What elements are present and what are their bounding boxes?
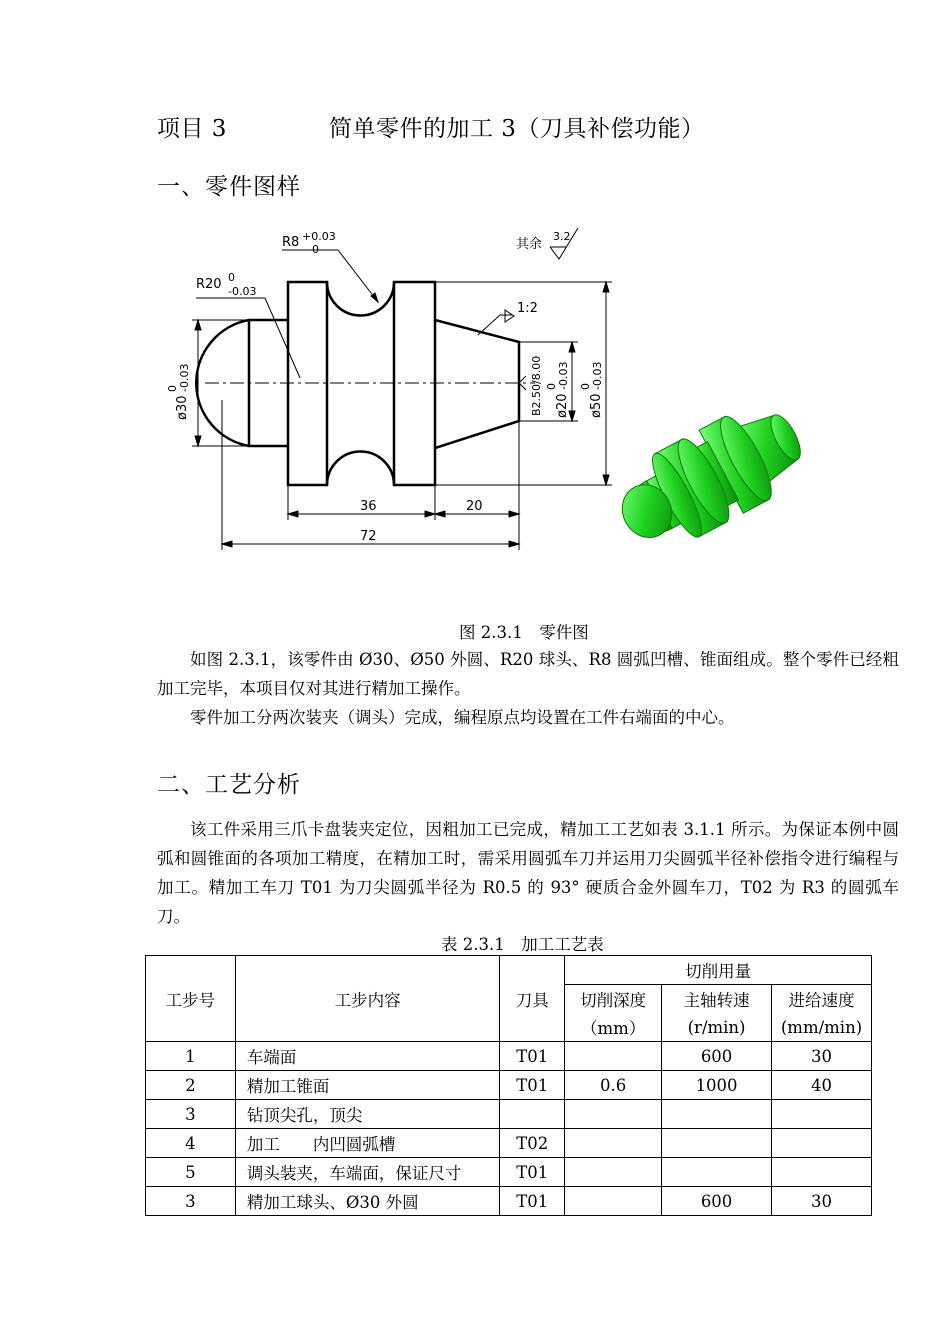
- cell-feed: [772, 1158, 872, 1187]
- cell-step-content: 精加工球头、Ø30 外圆: [235, 1187, 500, 1216]
- cell-speed: 1000: [662, 1071, 772, 1100]
- dim-d20-tol-lower: -0.03: [557, 361, 570, 390]
- header-step-content: 工步内容: [235, 956, 500, 1042]
- table-row: [146, 1071, 872, 1100]
- header-feed-rate-unit: (mm/min): [772, 1013, 872, 1042]
- dim-r8-tol-upper: +0.03: [302, 230, 336, 243]
- table-row: [146, 1129, 872, 1158]
- cell-speed: 600: [662, 1187, 772, 1216]
- dim-d20-tol-upper: 0: [545, 383, 558, 390]
- cell-tool: T01: [500, 1071, 565, 1100]
- dim-r20-tol-lower: -0.03: [228, 285, 257, 298]
- roughness-value: 3.2: [553, 230, 571, 243]
- dim-d30-tol-lower: -0.03: [178, 363, 191, 392]
- cell-speed: [662, 1100, 772, 1129]
- header-spindle-speed-unit: (r/min): [662, 1013, 772, 1042]
- table-row: [146, 1158, 872, 1187]
- dim-r20: R20: [196, 277, 222, 292]
- table-row: [146, 1100, 872, 1129]
- header-spindle-speed: 主轴转速: [662, 985, 772, 1014]
- cell-feed: 40: [772, 1071, 872, 1100]
- dim-d30: ø30: [175, 395, 190, 420]
- cell-step-content: 车端面: [235, 1042, 500, 1071]
- cell-depth: [565, 1100, 662, 1129]
- cell-step-no: 3: [146, 1187, 236, 1216]
- project-label: 项目 3: [157, 116, 227, 142]
- header-feed-rate: 进给速度: [772, 985, 872, 1014]
- dim-center-hole: B2.50/8.00: [530, 355, 543, 416]
- cell-tool: T02: [500, 1129, 565, 1158]
- figure-caption: 图 2.3.1 零件图: [459, 623, 589, 642]
- paragraph-part-description: 如图 2.3.1，该零件由 Ø30、Ø50 外圆、R20 球头、R8 圆弧凹槽、锥面组成。整个零件已经粗加工完毕，本项目仅对其进行精加工操作。: [157, 650, 899, 698]
- dim-72: 72: [360, 529, 377, 544]
- cell-step-content: 加工 内凹圆弧槽: [235, 1129, 500, 1158]
- part-3d-model: [610, 380, 820, 570]
- section-heading-process-analysis: 二、工艺分析: [157, 772, 301, 798]
- dim-r8: R8: [282, 235, 300, 250]
- process-table: [145, 955, 872, 1216]
- cell-tool: T01: [500, 1158, 565, 1187]
- cell-step-no: 4: [146, 1129, 236, 1158]
- header-tool: 刀具: [500, 956, 565, 1042]
- process-paragraph-block: [157, 815, 899, 931]
- header-step-no: 工步号: [146, 956, 236, 1042]
- dim-r8-tol-lower: 0: [312, 243, 319, 256]
- table-row: [146, 1042, 872, 1071]
- cell-step-no: 1: [146, 1042, 236, 1071]
- table-caption: 表 2.3.1 加工工艺表: [441, 935, 604, 954]
- cell-step-no: 5: [146, 1158, 236, 1187]
- cell-speed: [662, 1158, 772, 1187]
- project-title-row: [157, 110, 704, 143]
- cell-feed: 30: [772, 1187, 872, 1216]
- cell-step-content: 调头装夹，车端面，保证尺寸: [235, 1158, 500, 1187]
- cell-step-no: 3: [146, 1100, 236, 1129]
- cell-tool: [500, 1100, 565, 1129]
- cell-depth: [565, 1158, 662, 1187]
- dim-d30-tol-upper: 0: [166, 385, 179, 392]
- intro-paragraphs: [157, 645, 899, 732]
- dim-r20-tol-upper: 0: [228, 271, 235, 284]
- cell-speed: 600: [662, 1042, 772, 1071]
- dim-d50: ø50: [589, 393, 604, 418]
- dim-20: 20: [466, 499, 483, 514]
- cell-feed: [772, 1100, 872, 1129]
- roughness-prefix: 其余: [516, 237, 543, 252]
- cell-step-content: 精加工锥面: [235, 1071, 500, 1100]
- cell-feed: [772, 1129, 872, 1158]
- part-drawing: [150, 220, 620, 560]
- project-title: 简单零件的加工 3（刀具补偿功能）: [329, 116, 705, 142]
- dim-36: 36: [360, 499, 377, 514]
- cell-speed: [662, 1129, 772, 1158]
- paragraph-setup: 零件加工分两次装夹（调头）完成，编程原点均设置在工件右端面的中心。: [190, 708, 735, 727]
- dim-d50-tol-lower: -0.03: [591, 361, 604, 390]
- cell-feed: 30: [772, 1042, 872, 1071]
- header-cutting-parameters: 切削用量: [565, 956, 872, 985]
- header-cut-depth-unit: （mm）: [565, 1013, 662, 1042]
- taper-ratio: 1:2: [517, 301, 538, 316]
- dim-d20: ø20: [555, 393, 570, 418]
- header-cut-depth: 切削深度: [565, 985, 662, 1014]
- cell-depth: [565, 1129, 662, 1158]
- cell-depth: [565, 1042, 662, 1071]
- cell-depth: [565, 1187, 662, 1216]
- cell-step-no: 2: [146, 1071, 236, 1100]
- section-heading-part-drawing: 一、零件图样: [157, 174, 301, 200]
- dim-d50-tol-upper: 0: [579, 383, 592, 390]
- table-row: [146, 1187, 872, 1216]
- cell-tool: T01: [500, 1187, 565, 1216]
- cell-depth: 0.6: [565, 1071, 662, 1100]
- cell-step-content: 钻顶尖孔，顶尖: [235, 1100, 500, 1129]
- paragraph-process: 该工件采用三爪卡盘装夹定位，因粗加工已完成，精加工工艺如表 3.1.1 所示。为保证本例中圆弧和圆锥面的各项加工精度，在精加工时，需采用圆弧车刀并运用刀尖圆弧半径补偿指令进行编程与加工。精加工车刀 T01 为刀尖圆弧半径为 R0.5 的 93° 硬质合金外圆车刀，T02 为 R3 的圆弧车刀。: [157, 820, 899, 926]
- cell-tool: T01: [500, 1042, 565, 1071]
